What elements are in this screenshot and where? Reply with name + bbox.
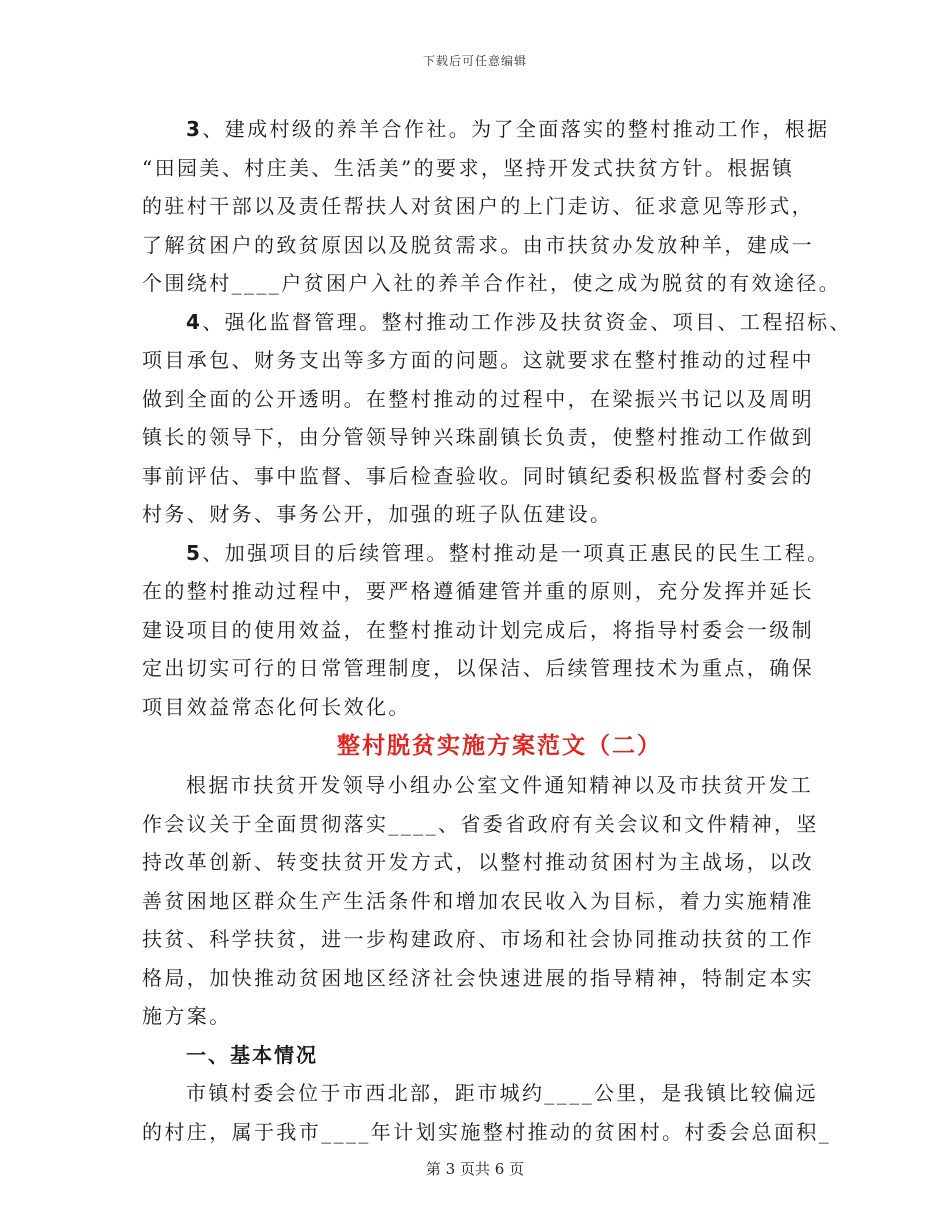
- page-footer: 第 3 页共 6 页: [425, 1160, 525, 1178]
- paragraph-line: 市镇村委会位于市西北部，距市城约____公里，是我镇比较偏远: [186, 1081, 818, 1105]
- paragraph-line: [142, 303, 852, 342]
- paragraph-line: 在的整村推动过程中，要严格遵循建管并重的原则，充分发挥并延长: [142, 579, 814, 603]
- paragraph-line: 了解贫困户的致贫原因以及脱贫需求。由市扶贫办发放种羊，建成一: [142, 232, 814, 257]
- paragraph-item-3: [142, 110, 842, 303]
- paragraph-line: 的驻村干部以及责任帮扶人对贫困户的上门走访、征求意见等形式，: [142, 194, 814, 218]
- paragraph-line: [142, 110, 830, 149]
- paragraph-line: 项目承包、财务支出等多方面的问题。这就要求在整村推动的过程中: [142, 348, 814, 372]
- page-header: 下载后可任意编辑: [422, 54, 527, 68]
- paragraph-line: 的村庄，属于我市____年计划实施整村推动的贫困村。村委会总面积_: [142, 1119, 832, 1144]
- section-title: 整村脱贫实施方案范文（二）: [337, 732, 662, 759]
- item-number: 4: [186, 309, 203, 334]
- item-number: 3: [186, 117, 203, 141]
- paragraph-item-5: [142, 534, 830, 727]
- paragraph-line: 扶贫、科学扶贫，进一步构建政府、市场和社会协同推动扶贫的工作: [142, 927, 814, 951]
- intro-paragraph: [142, 766, 827, 1036]
- basic-situation-paragraph: [142, 1074, 832, 1151]
- paragraph-line: 定出切实可行的日常管理制度，以保洁、后续管理技术为重点，确保: [142, 656, 814, 680]
- subsection-heading: 一、基本情况: [186, 1042, 318, 1067]
- paragraph-line: 个围绕村____户贫困户入社的养羊合作社，使之成为脱贫的有效途径。: [142, 271, 842, 295]
- paragraph-line: “田园美、村庄美、生活美”的要求，坚持开发式扶贫方针。根据镇: [142, 155, 795, 180]
- paragraph-line: 持改革创新、转变扶贫开发方式，以整村推动贫困村为主战场，以改: [142, 850, 814, 874]
- paragraph-line: 根据市扶贫开发领导小组办公室文件通知精神以及市扶贫开发工: [186, 773, 814, 797]
- paragraph-line: 项目效益常态化何长效化。: [142, 694, 411, 719]
- paragraph-line: 建设项目的使用效益，在整村推动计划完成后，将指导村委会一级制: [142, 617, 814, 642]
- item-number: 5: [186, 540, 203, 565]
- paragraph-line: 事前评估、事中监督、事后检查验收。同时镇纪委积极监督村委会的: [142, 463, 814, 488]
- paragraph-line: [142, 534, 830, 573]
- paragraph-line: 施方案。: [142, 1004, 232, 1028]
- document-body: [142, 110, 852, 1151]
- paragraph-line: 作会议关于全面贯彻落实____、省委省政府有关会议和文件精神，坚: [142, 811, 819, 836]
- line-text: 、强化监督管理。整村推动工作涉及扶贫资金、项目、工程招标、: [202, 309, 852, 334]
- paragraph-line: 村务、财务、事务公开，加强的班子队伍建设。: [142, 502, 613, 526]
- paragraph-line: 善贫困地区群众生产生活条件和增加农民收入为目标，着力实施精准: [142, 888, 814, 913]
- paragraph-line: 镇长的领导下，由分管领导钟兴珠副镇长负责，使整村推动工作做到: [142, 425, 814, 449]
- line-text: 、加强项目的后续管理。整村推动是一项真正惠民的民生工程。: [202, 540, 830, 565]
- paragraph-line: 做到全面的公开透明。在整村推动的过程中，在梁振兴书记以及周明: [142, 386, 814, 411]
- paragraph-line: 格局，加快推动贫困地区经济社会快速进展的指导精神，特制定本实: [142, 965, 814, 990]
- line-text: 、建成村级的养羊合作社。为了全面落实的整村推动工作，根据: [202, 117, 830, 141]
- paragraph-item-4: [142, 303, 852, 534]
